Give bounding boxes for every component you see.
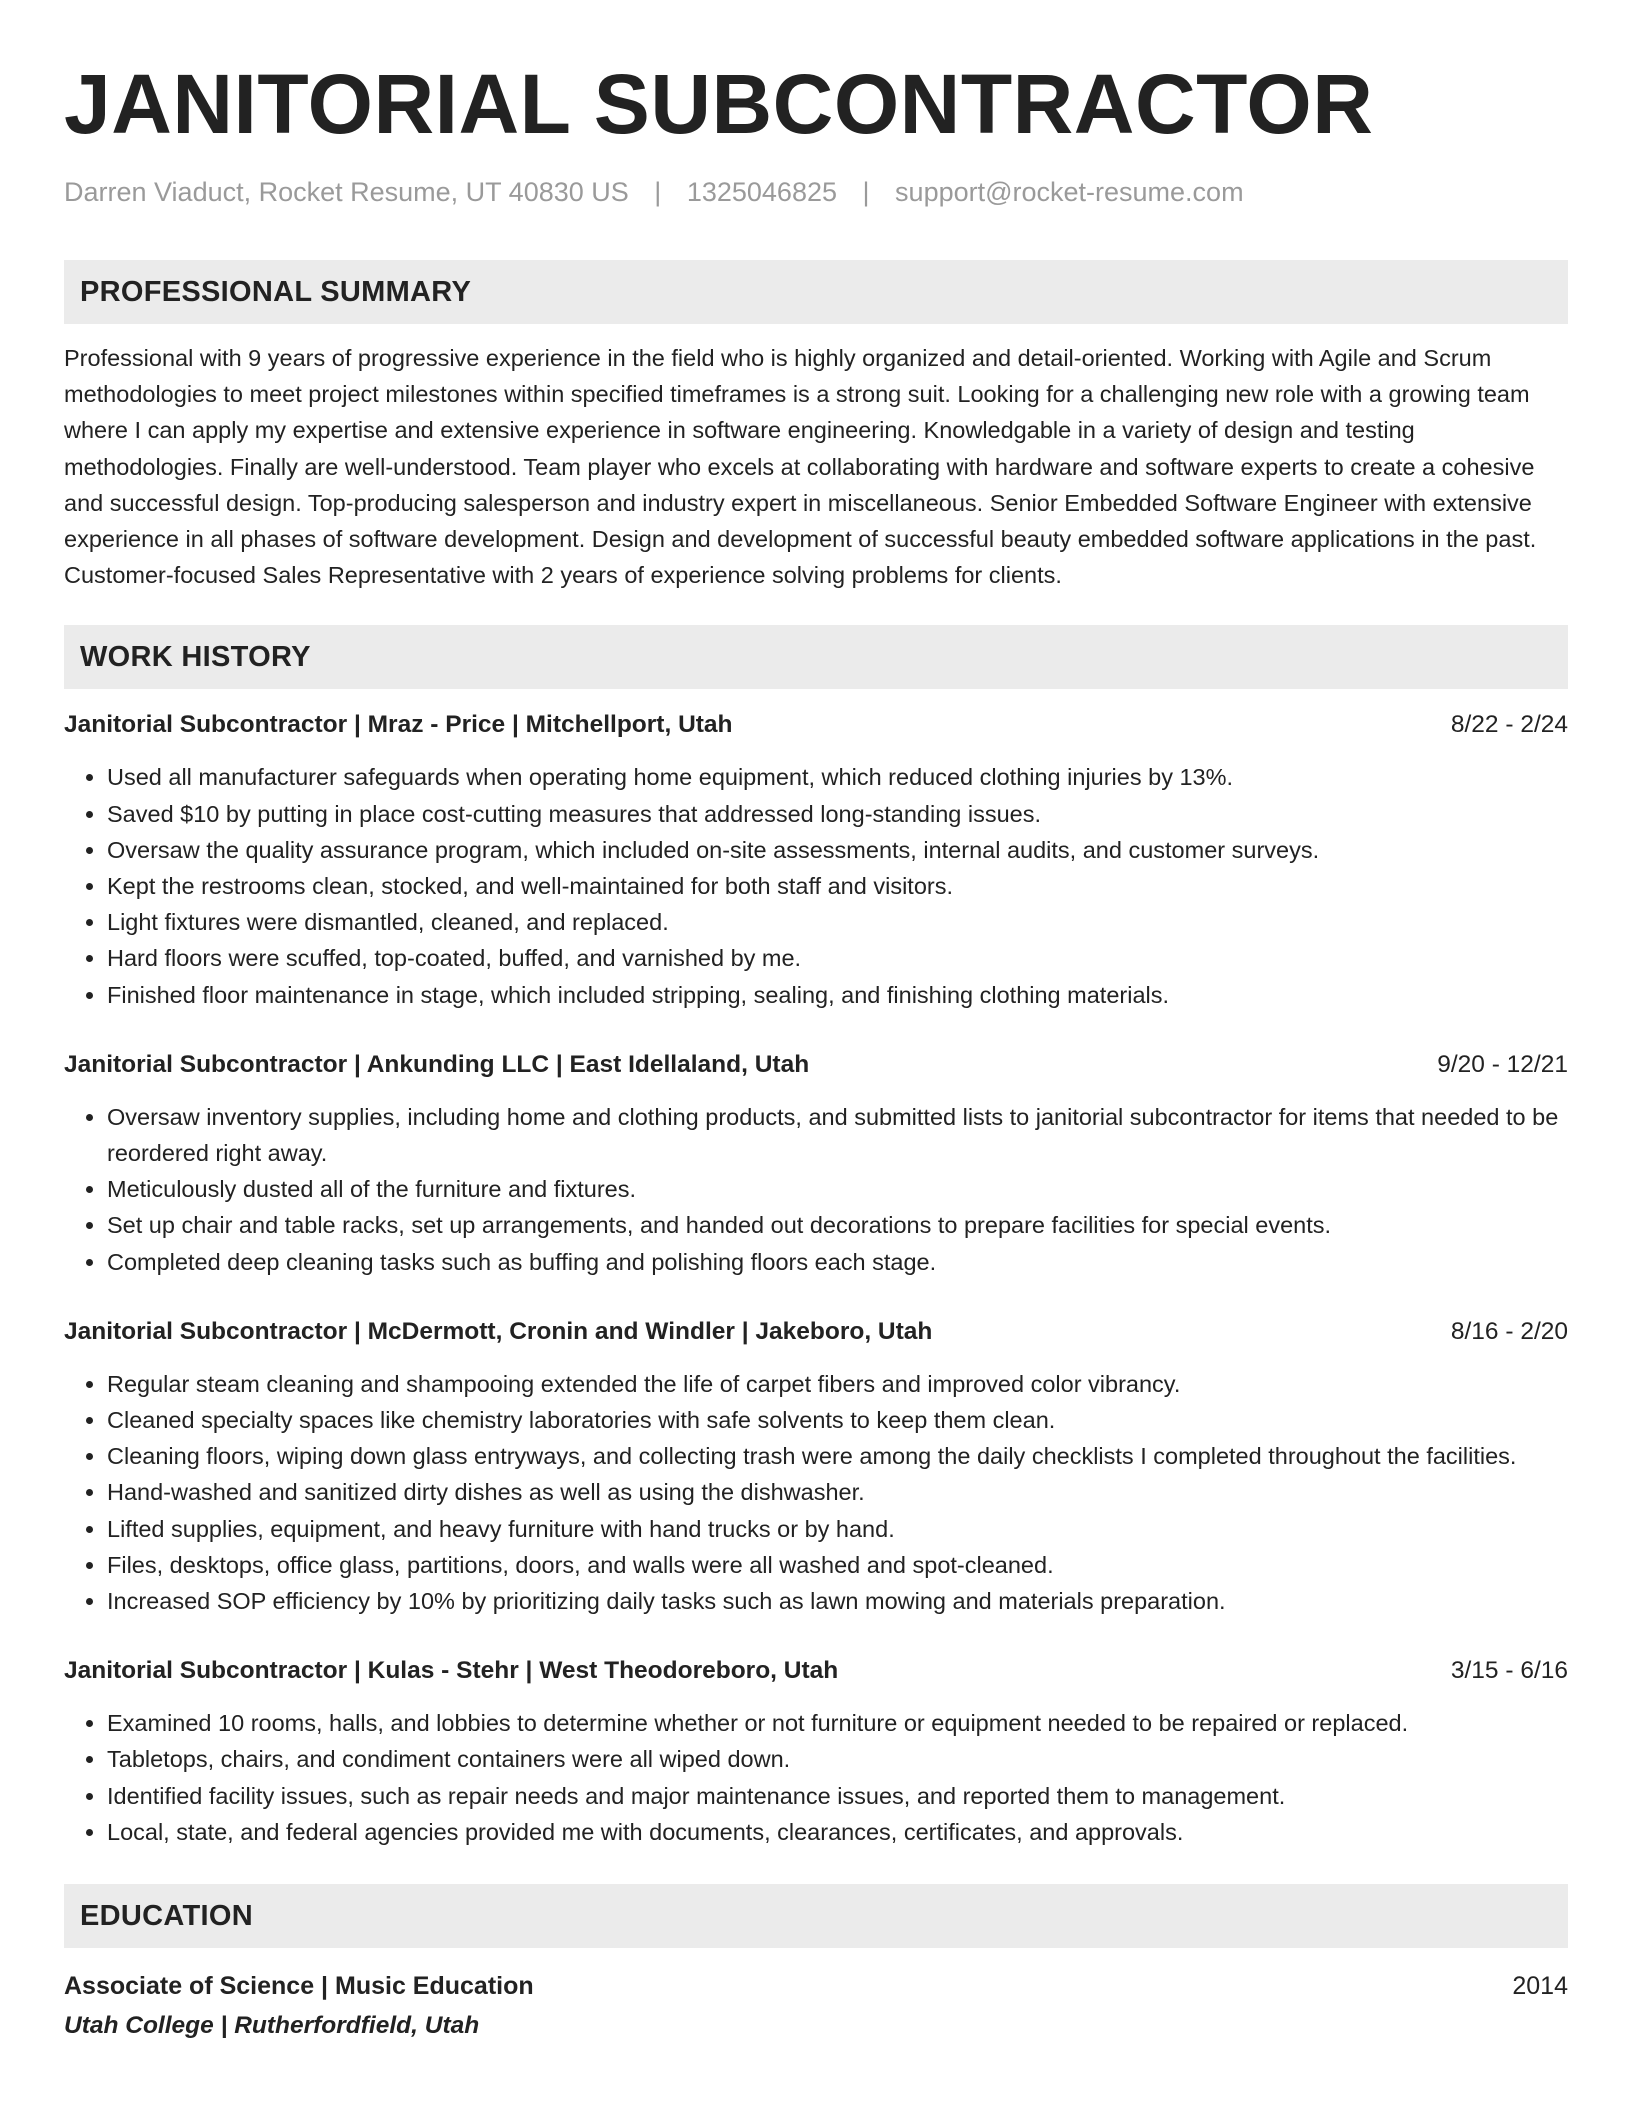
- education-entry-header: [64, 1966, 1568, 2006]
- job-bullet: • Finished floor maintenance in stage, which included stripping, sealing, and finishing clothing materials.: [107, 977, 1568, 1013]
- contact-phone: 1325046825: [686, 177, 837, 207]
- job-bullet: • Cleaned specialty spaces like chemistry laboratories with safe solvents to keep them clean.: [107, 1402, 1568, 1438]
- job-bullet: • Oversaw the quality assurance program, which included on-site assessments, internal audits, and customer surveys.: [107, 832, 1568, 868]
- job-bullet-list: [64, 1705, 1568, 1850]
- job-bullet: • Tabletops, chairs, and condiment containers were all wiped down.: [107, 1741, 1568, 1777]
- contact-email: support@rocket-resume.com: [895, 177, 1244, 207]
- job-bullet: • Regular steam cleaning and shampooing extended the life of carpet fibers and improved color vibrancy.: [107, 1366, 1568, 1402]
- job-bullet: • Lifted supplies, equipment, and heavy furniture with hand trucks or by hand.: [107, 1511, 1568, 1547]
- job-bullet: • Light fixtures were dismantled, cleaned, and replaced.: [107, 904, 1568, 940]
- school-name: Utah College | Rutherfordfield, Utah: [64, 2012, 480, 2040]
- summary-text: Professional with 9 years of progressive experience in the field who is highly organized and detail-oriented. Working with Agile and Scrum methodologies to meet project milestones within specified timeframes is a strong suit. Looking for a challenging new role with a growing team where I can apply my expertise and extensive experience in software engineering. Knowledgable in a variety of design and testing methodologies. Finally are well-understood. Team player who excels at collaborating with hardware and software experts to create a cohesive and successful design. Top-producing salesperson and industry expert in miscellaneous. Senior Embedded Software Engineer with extensive experience in all phases of software development. Design and development of successful beauty embedded software applications in the past. Customer-focused Sales Representative with 2 years of experience solving problems for clients.: [64, 345, 1537, 589]
- degree-title: Associate of Science | Music Education: [64, 1972, 534, 2001]
- job-bullet: • Files, desktops, office glass, partitions, doors, and walls were all washed and spot-cleaned.: [107, 1547, 1568, 1583]
- job-header: [64, 1047, 1568, 1083]
- job-entry: [64, 1314, 1568, 1619]
- job-bullet: • Hard floors were scuffed, top-coated, buffed, and varnished by me.: [107, 940, 1568, 976]
- job-bullet: • Local, state, and federal agencies provided me with documents, clearances, certificates, and approvals.: [107, 1814, 1568, 1850]
- job-bullet: • Completed deep cleaning tasks such as buffing and polishing floors each stage.: [107, 1244, 1568, 1280]
- job-bullet: • Cleaning floors, wiping down glass entryways, and collecting trash were among the daily checklists I completed throughout the facilities.: [107, 1438, 1568, 1474]
- contact-address: Darren Viaduct, Rocket Resume, UT 40830 US: [64, 177, 629, 207]
- candidate-title: JANITORIAL SUBCONTRACTOR: [64, 57, 1374, 151]
- job-title: Janitorial Subcontractor | Mraz - Price | Mitchellport, Utah: [64, 711, 733, 739]
- job-bullet-list: [64, 1366, 1568, 1619]
- job-header: [64, 1653, 1568, 1689]
- contact-separator: |: [654, 177, 662, 207]
- job-dates: 3/15 - 6/16: [1450, 1657, 1568, 1685]
- job-bullet: • Identified facility issues, such as repair needs and major maintenance issues, and reported them to management.: [107, 1778, 1568, 1814]
- job-dates: 8/16 - 2/20: [1450, 1317, 1568, 1345]
- job-dates: 9/20 - 12/21: [1437, 1050, 1568, 1078]
- education-section-header: EDUCATION: [64, 1884, 1568, 1948]
- job-bullet: • Set up chair and table racks, set up arrangements, and handed out decorations to prepare facilities for special events.: [107, 1207, 1568, 1243]
- job-header: [64, 1314, 1568, 1350]
- job-bullet: • Examined 10 rooms, halls, and lobbies to determine whether or not furniture or equipment needed to be repaired or replaced.: [107, 1705, 1568, 1741]
- job-title: Janitorial Subcontractor | Ankunding LLC | East Idellaland, Utah: [64, 1050, 810, 1078]
- job-bullet-list: [64, 1099, 1568, 1280]
- job-header: [64, 707, 1568, 743]
- job-title: Janitorial Subcontractor | McDermott, Cronin and Windler | Jakeboro, Utah: [64, 1317, 933, 1345]
- job-entry: [64, 1653, 1568, 1850]
- job-entry: [64, 707, 1568, 1012]
- job-entry: [64, 1047, 1568, 1280]
- work-history-section-header: WORK HISTORY: [64, 625, 1568, 689]
- job-bullet: • Oversaw inventory supplies, including home and clothing products, and submitted lists to janitorial subcontractor for items that needed to be reordered right away.: [107, 1099, 1568, 1171]
- graduation-year: 2014: [1512, 1972, 1568, 2001]
- job-bullet-list: [64, 759, 1568, 1012]
- job-title: Janitorial Subcontractor | Kulas - Stehr | West Theodoreboro, Utah: [64, 1657, 839, 1685]
- job-bullet: • Saved $10 by putting in place cost-cutting measures that addressed long-standing issues.: [107, 796, 1568, 832]
- job-bullet: • Meticulously dusted all of the furniture and fixtures.: [107, 1171, 1568, 1207]
- job-bullet: • Kept the restrooms clean, stocked, and well-maintained for both staff and visitors.: [107, 868, 1568, 904]
- job-dates: 8/22 - 2/24: [1450, 711, 1568, 739]
- job-bullet: • Hand-washed and sanitized dirty dishes as well as using the dishwasher.: [107, 1474, 1568, 1510]
- summary-section-header: PROFESSIONAL SUMMARY: [64, 260, 1568, 324]
- contact-separator: |: [862, 177, 870, 207]
- job-bullet: • Increased SOP efficiency by 10% by prioritizing daily tasks such as lawn mowing and materials preparation.: [107, 1583, 1568, 1619]
- job-bullet: • Used all manufacturer safeguards when operating home equipment, which reduced clothing injuries by 13%.: [107, 759, 1568, 795]
- contact-line: [64, 174, 1568, 210]
